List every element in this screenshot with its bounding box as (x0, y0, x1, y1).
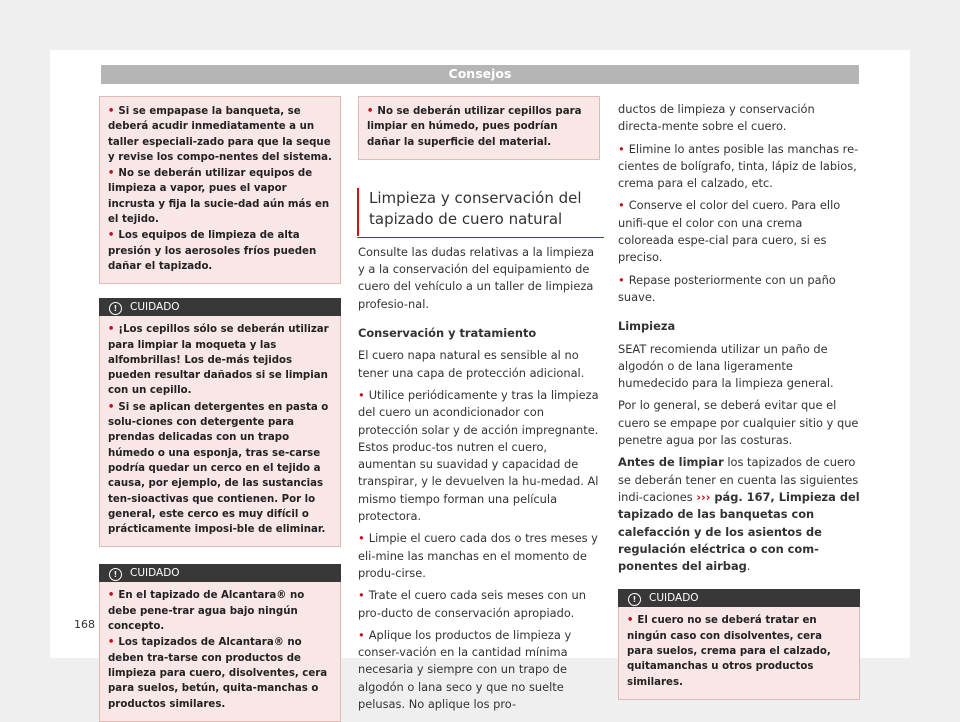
list-item: • ¡Los cepillos sólo se deberán utilizar para limpiar la moqueta y las alfombrillas! Los de-más tejidos pueden resultar dañados si se limpian con un cepillo. (107, 324, 329, 397)
bullet-icon: • (107, 324, 115, 336)
bullet-icon: • (618, 141, 625, 156)
list-item: • No se deberán utilizar equipos de limpieza a vapor, pues el vapor incrusta y fija la sucie-dad aún más en el tejido. (107, 168, 330, 226)
bullet-icon: • (358, 627, 365, 642)
header-bar (101, 65, 859, 84)
bullet-icon: • (107, 590, 115, 602)
bullet-icon: • (626, 615, 634, 627)
paragraph: Por lo general, se deberá evitar que el cuero se empape por cualquier sitio y que penetre agua por las costuras. (618, 398, 859, 448)
page-number: 168 (74, 618, 95, 631)
list-item: • Si se aplican detergentes en pasta o solu-ciones con detergente para prendas delicadas con un trapo húmedo o una esponja, tras se-carse podría quedar un cerco en el tejido a causa, por ejemplo, de las sustancias ten-sioactivas que contienen. Por lo general, este cerco es muy difícil o prácticamente imposi-ble de eliminar. (107, 401, 329, 536)
cross-reference-link[interactable]: ››› pág. 167, Limpieza del tapizado de las banquetas con calefacción y de los asientos de regulación eléctrica o con com-ponentes del airbag (618, 489, 860, 574)
list-item: • Si se empapase la banqueta, se deberá acudir inmediatamente a un taller especiali-zado para que la seque y revise los compo-nentes del sistema. (107, 106, 332, 163)
bullet-icon: • (107, 401, 115, 413)
body-text (618, 101, 860, 575)
caution-body (618, 607, 860, 699)
list-item: • Los equipos de limpieza de alta presión y los aerosoles fríos pueden dañar el tapizado. (107, 230, 317, 272)
body-text (358, 244, 600, 713)
bullet-icon: • (358, 588, 365, 603)
list-item: • En el tapizado de Alcantara® no debe pene-trar agua bajo ningún concepto. (107, 590, 305, 633)
caution-box-1 (99, 298, 341, 547)
title-underline (357, 237, 604, 238)
warning-icon: ! (109, 302, 122, 315)
bullet-icon: • (618, 272, 625, 287)
bullet-icon: • (107, 168, 115, 180)
note-box-1 (99, 96, 341, 284)
bullet-icon: • (618, 198, 625, 213)
bullet-icon: • (358, 531, 365, 546)
bullet-icon: • (366, 106, 374, 117)
page-title: Consejos (448, 66, 512, 81)
list-item: • Repase posteriormente con un paño suave. (618, 272, 836, 304)
paragraph: El cuero napa natural es sensible al no tener una capa de protección adicional. (358, 348, 585, 380)
column-1 (99, 96, 341, 722)
caution-body (99, 316, 341, 547)
caution-header: ! CUIDADO (618, 589, 860, 607)
paragraph: SEAT recomienda utilizar un paño de algodón o de lana ligeramente humedecido para la limpieza general. (618, 341, 834, 391)
list-item: • Los tapizados de Alcantara® no deben tra-tarse con productos de limpieza para cuero, disolventes, cera para suelos, betún, quita-manchas o productos similares. (107, 637, 328, 710)
caution-header: ! CUIDADO (99, 298, 341, 316)
bullet-icon: • (358, 387, 365, 402)
paragraph: Consulte las dudas relativas a la limpieza y a la conservación del equipamiento de cuero del vehículo a un taller de limpieza profesio-nal. (358, 244, 595, 311)
list-item: • Conserve el color del cuero. Para ello unifi-que el color con una crema coloreada espe-cial para cuero, si es preciso. (618, 198, 841, 265)
bullet-icon: • (107, 230, 115, 242)
list-item: • Trate el cuero cada seis meses con un pro-ducto de conservación apropiado. (358, 588, 586, 620)
list-item: • El cuero no se deberá tratar en ningún caso con disolventes, cera para suelos, crema para el calzado, quitamanchas u otros productos similares. (626, 615, 831, 688)
paragraph: ductos de limpieza y conservación directa-mente sobre el cuero. (618, 102, 815, 134)
column-3 (618, 101, 860, 700)
subheading: Conservación y tratamiento (358, 326, 537, 341)
subheading: Limpieza (618, 319, 676, 334)
column-2 (358, 96, 600, 718)
warning-icon: ! (628, 593, 641, 606)
list-item: • No se deberán utilizar cepillos para limpiar en húmedo, pues podrían dañar la superficie del material. (366, 106, 582, 148)
note-box-2 (358, 96, 600, 160)
bullet-icon: • (107, 637, 115, 649)
list-item: • Utilice periódicamente y tras la limpieza del cuero un acondicionador con protección solar y de acción impregnante. Estos produc-tos nutren el cuero, aumentan su suavidad y capacidad de transpirar, y le devuelven la hu-medad. Al mismo tiempo forman una película protectora. (358, 387, 599, 524)
warning-icon: ! (109, 568, 122, 581)
list-item: • Elimine lo antes posible las manchas re-cientes de bolígrafo, tinta, lápiz de labios, crema para el calzado, etc. (618, 141, 859, 191)
bullet-icon: • (107, 106, 115, 117)
caution-box-3 (618, 589, 860, 699)
caution-body (99, 582, 341, 721)
caution-box-2 (99, 564, 341, 721)
section-title: Limpieza y conservación del tapizado de cuero natural (357, 188, 600, 236)
paragraph: Antes de limpiar los tapizados de cuero se deberán tener en cuenta las siguientes indi-caciones ››› pág. 167, Limpieza del tapizado de las banquetas con calefacción y de los asientos de regulación eléctrica o con com-ponentes del airbag. (618, 455, 860, 574)
list-item: • Limpie el cuero cada dos o tres meses y eli-mine las manchas en el momento de produ-cirse. (358, 531, 598, 580)
caution-header: ! CUIDADO (99, 564, 341, 582)
list-item: • Aplique los productos de limpieza y conser-vación en la cantidad mínima necesaria y siempre con un trapo de algodón o lana seco y que no suelte pelusas. No aplique los pro- (358, 627, 572, 712)
